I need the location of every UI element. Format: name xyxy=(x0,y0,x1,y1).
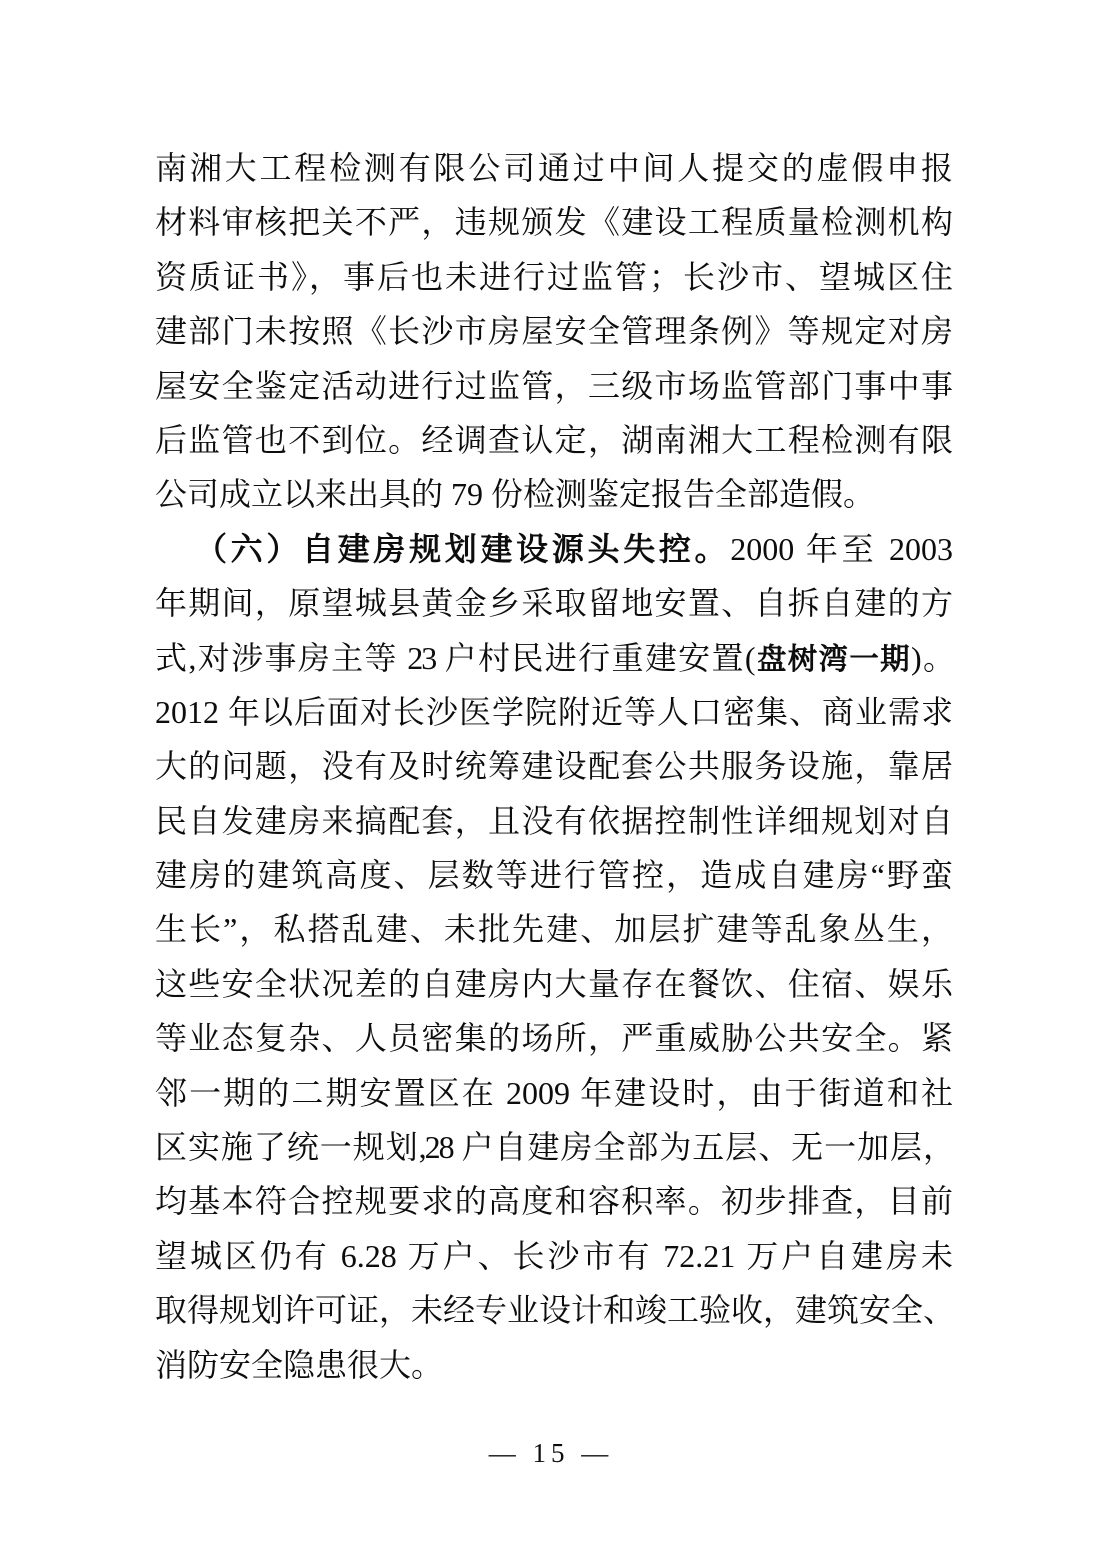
text-segment: 生长”，私搭乱建、未批先建、加层扩建等乱象丛生， xyxy=(155,911,953,948)
text-segment: 区实施了统一规划,28 户自建房全部为五层、无一加层， xyxy=(155,1129,953,1166)
text-line xyxy=(155,413,953,467)
text-line xyxy=(155,739,953,793)
text-line xyxy=(155,576,953,630)
text-segment: )。 xyxy=(910,639,953,676)
text-line xyxy=(155,1011,953,1065)
text-segment: 2012 年以后面对长沙医学院附近等人口密集、商业需求 xyxy=(155,693,953,730)
text-line xyxy=(155,304,953,358)
text-line xyxy=(155,195,953,249)
text-segment: 邻一期的二期安置区在 2009 年建设时，由于街道和社 xyxy=(155,1074,953,1111)
text-segment: 等业态复杂、人员密集的场所，严重威胁公共安全。紧 xyxy=(155,1020,953,1057)
text-line xyxy=(155,957,953,1011)
text-line xyxy=(155,1338,953,1392)
text-segment: 南湘大工程检测有限公司通过中间人提交的虚假申报 xyxy=(155,150,953,186)
text-segment: 资质证书》，事后也未进行过监管；长沙市、望城区住 xyxy=(155,258,953,295)
text-segment-bold: （六）自建房规划建设源头失控。 xyxy=(195,530,731,567)
text-line xyxy=(155,522,953,576)
page-footer xyxy=(0,1438,1102,1469)
text-line xyxy=(155,902,953,956)
text-line xyxy=(155,1066,953,1120)
text-line xyxy=(155,1229,953,1283)
text-segment: 消防安全隐患很大。 xyxy=(155,1346,444,1383)
text-segment: 这些安全状况差的自建房内大量存在餐饮、住宿、娱乐 xyxy=(155,965,953,1002)
text-segment: 2000 年至 2003 xyxy=(730,530,953,567)
text-line xyxy=(155,1283,953,1337)
text-line xyxy=(155,794,953,848)
text-segment: 民自发建房来搞配套，且没有依据控制性详细规划对自 xyxy=(155,802,953,839)
text-segment: 后监管也不到位。经调查认定，湖南湘大工程检测有限 xyxy=(155,421,953,458)
text-segment: 均基本符合控规要求的高度和容积率。初步排查，目前 xyxy=(155,1183,953,1220)
text-segment: 公司成立以来出具的 79 份检测鉴定报告全部造假。 xyxy=(155,476,876,513)
text-line xyxy=(155,631,953,685)
text-segment: 取得规划许可证，未经专业设计和竣工验收，建筑安全、 xyxy=(155,1292,953,1329)
text-segment: 式,对涉事房主等 23 户村民进行重建安置( xyxy=(155,639,754,676)
text-segment: 大的问题，没有及时统筹建设配套公共服务设施，靠居 xyxy=(155,748,953,785)
text-line xyxy=(155,685,953,739)
text-line xyxy=(155,359,953,413)
text-line xyxy=(155,848,953,902)
body-text xyxy=(155,141,953,1392)
text-line xyxy=(155,467,953,521)
text-line xyxy=(155,1174,953,1228)
text-segment: 年期间，原望城县黄金乡采取留地安置、自拆自建的方 xyxy=(155,585,953,622)
text-segment: 建部门未按照《长沙市房屋安全管理条例》等规定对房 xyxy=(155,313,953,350)
text-line xyxy=(155,1120,953,1174)
text-line xyxy=(155,250,953,304)
text-line xyxy=(155,141,953,195)
text-segment: 屋安全鉴定活动进行过监管，三级市场监管部门事中事 xyxy=(155,367,953,404)
page-number: — 15 — xyxy=(488,1438,614,1468)
text-segment: 建房的建筑高度、层数等进行管控，造成自建房“野蛮 xyxy=(155,857,953,894)
text-segment-bold-small: 盘树湾一期 xyxy=(753,643,911,676)
text-segment: 望城区仍有 6.28 万户、长沙市有 72.21 万户自建房未 xyxy=(155,1237,953,1274)
text-segment: 材料审核把关不严，违规颁发《建设工程质量检测机构 xyxy=(155,204,953,241)
